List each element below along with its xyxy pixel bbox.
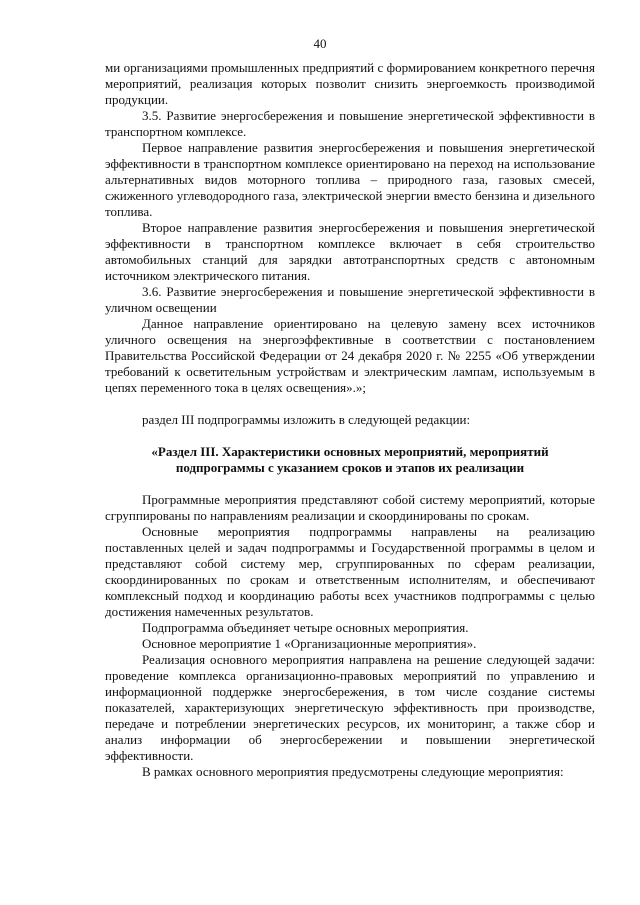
paragraph-four-measures: Подпрограмма объединяет четыре основных мероприятия. bbox=[142, 620, 469, 635]
paragraph-measure-1-implementation: Реализация основного мероприятия направлена на решение следующей задачи: проведение комплекса организационно-правовых мероприятий по управлению и информационной поддержке энергосбережения, в том числе создание системы показателей, характеризующих энергетическую эффективность при производстве, передаче и потреблении энергетических ресурсов, их мониторинг, а также сбор и анализ информации об энергосбережении и повышении энергетической эффективности. bbox=[105, 652, 595, 763]
document-body bbox=[105, 60, 595, 780]
paragraph-main-measures: Основные мероприятия подпрограммы направлены на реализацию поставленных целей и задач подпрограммы и Государственной программы в целом и представляют собой систему мер, сгруппированных по сферам реализации, скоординированных по срокам и ответственным исполнителям, и обеспечивают комплексный подход и координацию работы всех участников подпрограммы с целью достижения намеченных результатов. bbox=[105, 524, 595, 619]
amendment-instruction: раздел III подпрограммы изложить в следующей редакции: bbox=[142, 412, 471, 427]
page-number: 40 bbox=[313, 36, 327, 51]
section-heading-line-1: «Раздел III. Характеристики основных мероприятий, мероприятий bbox=[151, 444, 549, 459]
paragraph-section-3-6: 3.6. Развитие энергосбережения и повышение энергетической эффективности в уличном освещении bbox=[105, 284, 595, 315]
section-heading-line-2: подпрограммы с указанием сроков и этапов их реализации bbox=[175, 460, 525, 475]
paragraph-street-lighting: Данное направление ориентировано на целевую замену всех источников уличного освещения на энергоэффективные в соответствии с постановлением Правительства Российской Федерации от 24 декабря 2020 г. № 2255 «Об утверждении требований к осветительным устройствам и электрическим лампам, используемым в цепях переменного тока в целях освещения».»; bbox=[105, 316, 595, 395]
paragraph-transport-first: Первое направление развития энергосбережения и повышения энергетической эффективности в транспортном комплексе ориентировано на переход на использование альтернативных видов моторного топлива – природного газа, газовых смесей, сжиженного углеводородного газа, электрической энергии вместо бензина и дизельного топлива. bbox=[105, 140, 595, 219]
paragraph-transport-second: Второе направление развития энергосбережения и повышения энергетической эффективности в транспортном комплексе включает в себя строительство автомобильных станций для зарядки автотранспортных средств с автономным источником электрического питания. bbox=[105, 220, 595, 283]
paragraph-measure-1-list-intro: В рамках основного мероприятия предусмотрены следующие мероприятия: bbox=[142, 764, 564, 779]
paragraph-continuation: ми организациями промышленных предприятий с формированием конкретного перечня мероприятий, реализация которых позволит снизить энергоемкость производимой продукции. bbox=[105, 60, 595, 107]
paragraph-section-3-5: 3.5. Развитие энергосбережения и повышение энергетической эффективности в транспортном комплексе. bbox=[105, 108, 595, 139]
section-heading bbox=[105, 444, 595, 476]
paragraph-measure-1: Основное мероприятие 1 «Организационные мероприятия». bbox=[142, 636, 477, 651]
paragraph-program-measures: Программные мероприятия представляют собой систему мероприятий, которые сгруппированы по направлениям реализации и скоординированы по срокам. bbox=[105, 492, 595, 523]
